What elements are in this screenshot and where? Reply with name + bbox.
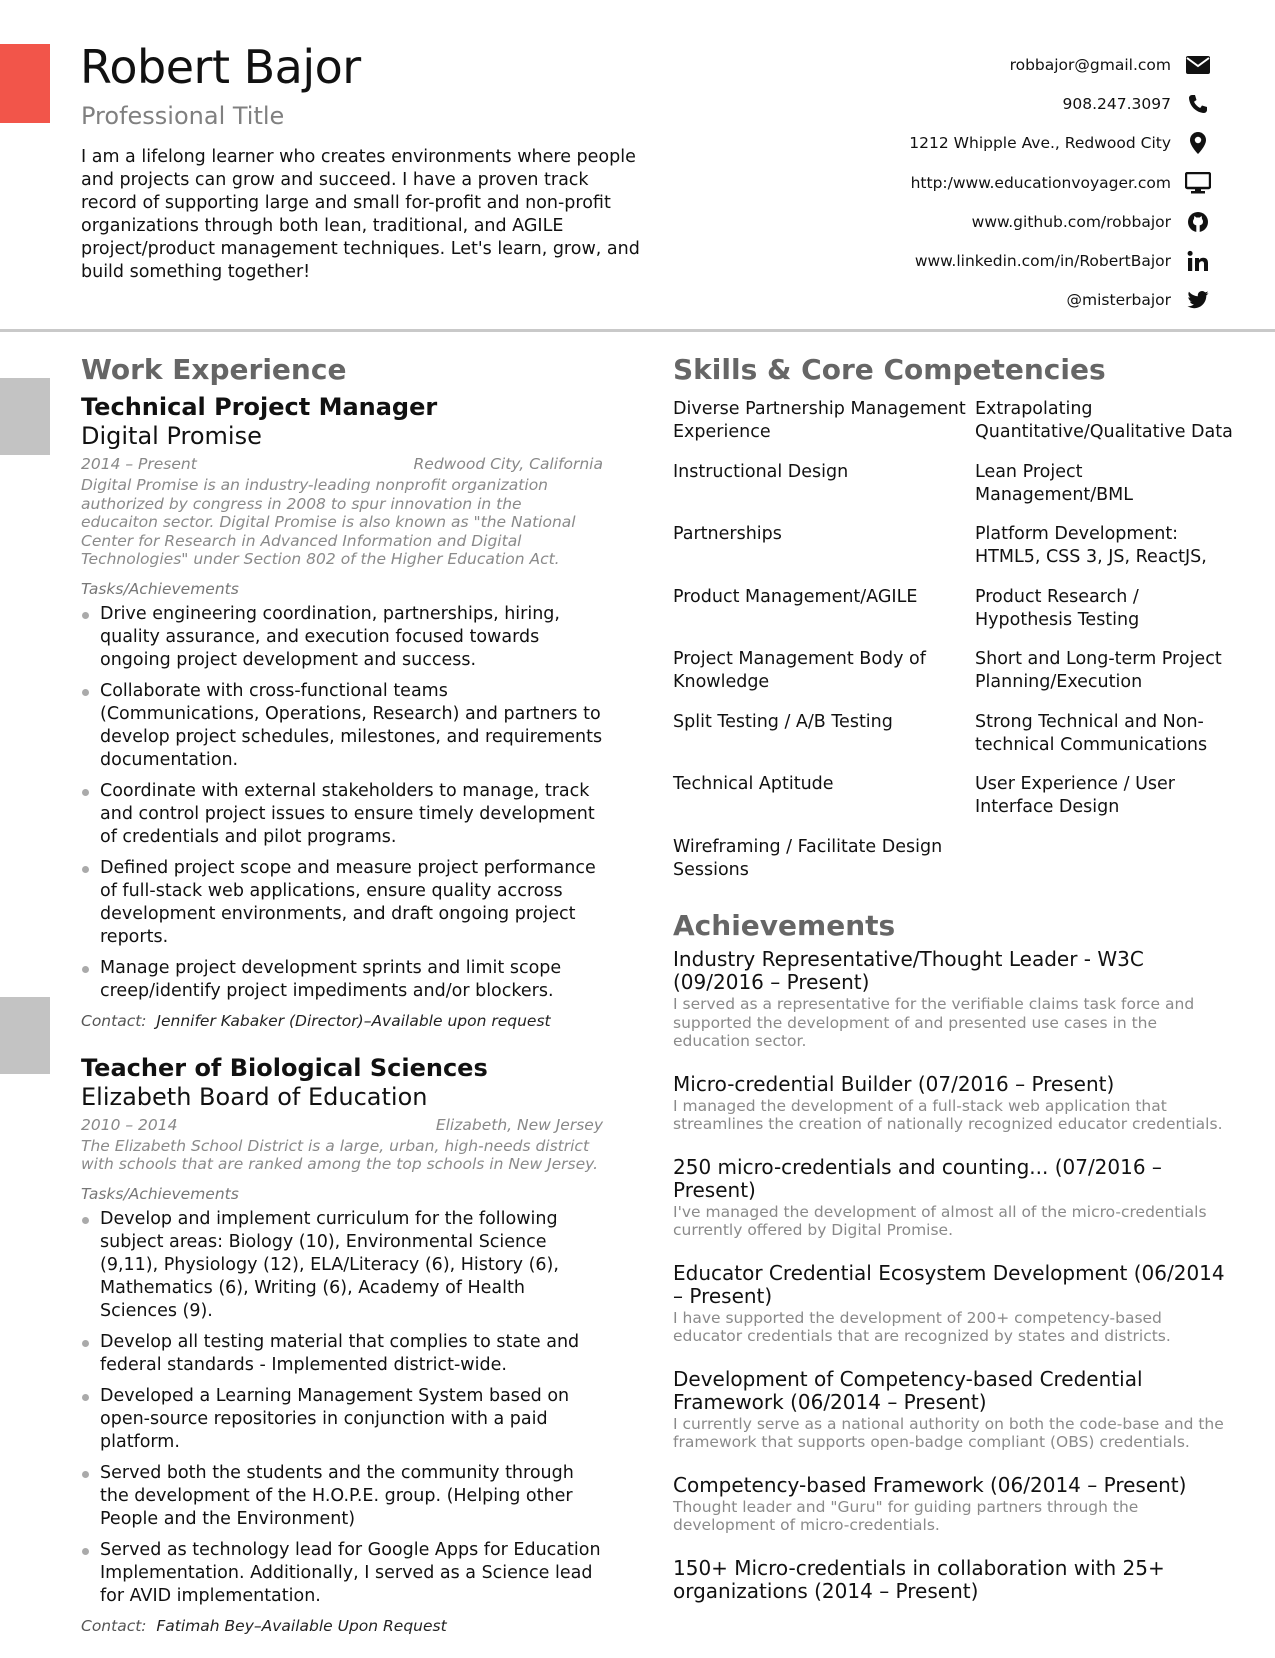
contact-website[interactable] — [651, 163, 1211, 202]
achievement-item — [673, 1073, 1233, 1134]
reference-name: Jennifer Kabaker (Director)–Available upon request — [156, 1011, 551, 1030]
job-dates: 2010 – 2014 — [81, 1115, 178, 1134]
job-entry — [81, 1053, 603, 1636]
contact-email[interactable] — [651, 45, 1211, 84]
achievement-item — [673, 1368, 1233, 1452]
skill-item: Platform Development: HTML5, CSS 3, JS, ReactJS, — [975, 524, 1207, 567]
reference-name: Fatimah Bey–Available Upon Request — [156, 1616, 447, 1635]
achievement-item — [673, 948, 1233, 1051]
skill-item: User Experience / User Interface Design — [975, 774, 1175, 817]
achievement-title: Micro-credential Builder (07/2016 – Present) — [673, 1071, 1115, 1096]
contact-text[interactable]: 1212 Whipple Ave., Redwood City — [909, 134, 1171, 153]
achievement-title: 250 micro-credentials and counting... (07/2016 – Present) — [673, 1154, 1162, 1202]
contact-text[interactable]: robbajor@gmail.com — [1009, 55, 1171, 74]
contact-text[interactable]: 908.247.3097 — [1062, 94, 1171, 113]
task-list — [81, 603, 603, 1003]
resume-name: Robert Bajor — [80, 40, 361, 94]
job-title: Teacher of Biological Sciences — [81, 1053, 488, 1082]
job-marker-bar — [0, 378, 50, 455]
task-list — [81, 1208, 603, 1608]
achievement-item — [673, 1474, 1233, 1535]
contact-linkedin[interactable] — [651, 241, 1211, 280]
achievements-heading: Achievements — [673, 909, 896, 942]
achievement-title: Industry Representative/Thought Leader - W3C (09/2016 – Present) — [673, 947, 1144, 994]
skill-item: Instructional Design — [673, 461, 849, 482]
skills-heading: Skills & Core Competencies — [673, 353, 1106, 386]
github-icon — [1185, 210, 1211, 234]
skill-item: Short and Long-term Project Planning/Execution — [975, 649, 1222, 692]
skill-item: Split Testing / A/B Testing — [673, 711, 893, 732]
achievement-description: I served as a representative for the verifiable claims task force and supported the development of and presented use cases in the education sector. — [673, 995, 1195, 1050]
task-item: Served both the students and the community through the development of the H.O.P.E. group. (Helping other People and the Environment) — [81, 1462, 603, 1531]
achievement-item — [673, 1262, 1233, 1346]
accent-bar — [0, 44, 50, 123]
job-organization: Digital Promise — [81, 422, 262, 450]
contact-text[interactable]: www.github.com/robbajor — [971, 212, 1171, 231]
achievements-section — [673, 908, 1233, 1603]
achievement-item — [673, 1557, 1233, 1603]
job-entry — [81, 392, 603, 1031]
skill-item: Diverse Partnership Management Experience — [673, 399, 966, 442]
professional-title: Professional Title — [81, 102, 285, 130]
tasks-label: Tasks/Achievements — [81, 579, 239, 598]
reference-label: Contact: — [81, 1616, 147, 1635]
contact-text[interactable]: www.linkedin.com/in/RobertBajor — [914, 252, 1171, 271]
contact-address[interactable] — [651, 124, 1211, 163]
skill-item: Strong Technical and Non-technical Communications — [975, 711, 1208, 755]
skill-item: Extrapolating Quantitative/Qualitative Data — [975, 399, 1233, 442]
task-item: Develop all testing material that complies to state and federal standards - Implemented district-wide. — [81, 1331, 603, 1377]
skill-item: Technical Aptitude — [673, 774, 834, 794]
achievement-title: Competency-based Framework (06/2014 – Present) — [673, 1472, 1187, 1497]
achievement-description: I've managed the development of almost all of the micro-credentials currently offered by Digital Promise. — [673, 1202, 1207, 1239]
left-column — [81, 352, 603, 1658]
achievement-description: I managed the development of a full-stack web application that streamlines the creation of nationally recognized educator credentials. — [673, 1096, 1223, 1133]
contact-list — [651, 45, 1211, 320]
work-experience-heading: Work Experience — [81, 353, 347, 386]
map-marker-icon — [1185, 131, 1211, 155]
job-description: Digital Promise is an industry-leading nonprofit organization authorized by congress in 2008 to spur innovation in the educaiton sector. Digital Promise is also known as "the National Center for Research in Advanced Information and Digital Technologies" under Section 802 of the Higher Education Act. — [81, 476, 576, 568]
achievement-description: Thought leader and "Guru" for guiding partners through the development of micro-credentials. — [673, 1497, 1139, 1534]
job-marker-bar — [0, 997, 50, 1074]
skill-item: Wireframing / Facilitate Design Sessions — [673, 836, 943, 880]
job-organization: Elizabeth Board of Education — [81, 1082, 428, 1111]
achievement-item — [673, 1156, 1233, 1240]
achievement-title: 150+ Micro-credentials in collaboration with 25+ organizations (2014 – Present) — [673, 1555, 1165, 1603]
linkedin-icon — [1185, 249, 1211, 273]
achievement-description: I have supported the development of 200+ competency-based educator credentials that are recognized by states and districts. — [673, 1308, 1171, 1345]
job-location: Elizabeth, New Jersey — [435, 1115, 603, 1134]
phone-icon — [1185, 92, 1211, 116]
skill-item: Project Management Body of Knowledge — [673, 649, 926, 692]
desktop-icon — [1185, 171, 1211, 195]
achievement-title: Educator Credential Ecosystem Development (06/2014 – Present) — [673, 1260, 1225, 1308]
twitter-icon — [1185, 288, 1211, 312]
reference-contact — [81, 1011, 603, 1031]
reference-label: Contact: — [81, 1011, 147, 1030]
task-item: Manage project development sprints and limit scope creep/identify project impediments and/or blockers. — [81, 957, 603, 1003]
job-description: The Elizabeth School District is a large, urban, high-needs district with schools that are ranked among the top schools in New Jersey. — [81, 1136, 599, 1173]
task-item: Served as technology lead for Google Apps for Education Implementation. Additionally, I served as a Science lead for AVID implementation. — [81, 1539, 603, 1608]
skill-item: Product Management/AGILE — [673, 586, 918, 607]
skills-grid — [673, 398, 1233, 898]
contact-text[interactable]: @misterbajor — [1066, 291, 1171, 310]
task-item: Coordinate with external stakeholders to manage, track and control project issues to ensure timely development of credentials and pilot programs. — [81, 780, 603, 849]
skill-item: Partnerships — [673, 524, 782, 544]
envelope-icon — [1185, 53, 1211, 77]
achievement-title: Development of Competency-based Credential Framework (06/2014 – Present) — [673, 1366, 1143, 1414]
contact-github[interactable] — [651, 202, 1211, 241]
right-column — [673, 352, 1233, 1625]
task-item: Develop and implement curriculum for the following subject areas: Biology (10), Environmental Science (9,11), Physiology (12), ELA/Literacy (6), History (6), Mathematics (6), Writing (6), Academy of Health Sciences (9). — [81, 1208, 603, 1323]
job-meta — [81, 1115, 603, 1135]
contact-phone[interactable] — [651, 84, 1211, 123]
header-divider — [0, 329, 1275, 332]
contact-twitter[interactable] — [651, 281, 1211, 320]
tasks-label: Tasks/Achievements — [81, 1184, 239, 1203]
task-item: Drive engineering coordination, partnerships, hiring, quality assurance, and execution focused towards ongoing project development and success. — [81, 603, 603, 672]
achievement-description: I currently serve as a national authority on both the code-base and the framework that supports open-badge compliant (OBS) credentials. — [673, 1414, 1224, 1451]
skill-item: Product Research / Hypothesis Testing — [975, 586, 1140, 630]
task-item: Defined project scope and measure project performance of full-stack web applications, ensure quality accross development environments, and draft ongoing project reports. — [81, 857, 603, 949]
summary: I am a lifelong learner who creates environments where people and projects can grow and succeed. I have a proven track record of supporting large and small for-profit and non-profit organizations through both lean, traditional, and AGILE project/product management techniques. Let's learn, grow, and build something together! — [81, 147, 640, 282]
skill-item: Lean Project Management/BML — [975, 461, 1134, 505]
job-meta — [81, 454, 603, 474]
reference-contact — [81, 1616, 603, 1636]
job-title: Technical Project Manager — [81, 393, 438, 421]
contact-text[interactable]: http:/www.educationvoyager.com — [910, 173, 1171, 192]
job-location: Redwood City, California — [413, 455, 603, 473]
task-item: Collaborate with cross-functional teams (Communications, Operations, Research) and partners to develop project schedules, milestones, and requirements documentation. — [81, 680, 603, 772]
job-dates: 2014 – Present — [81, 455, 197, 473]
task-item: Developed a Learning Management System based on open-source repositories in conjunction with a paid platform. — [81, 1385, 603, 1454]
